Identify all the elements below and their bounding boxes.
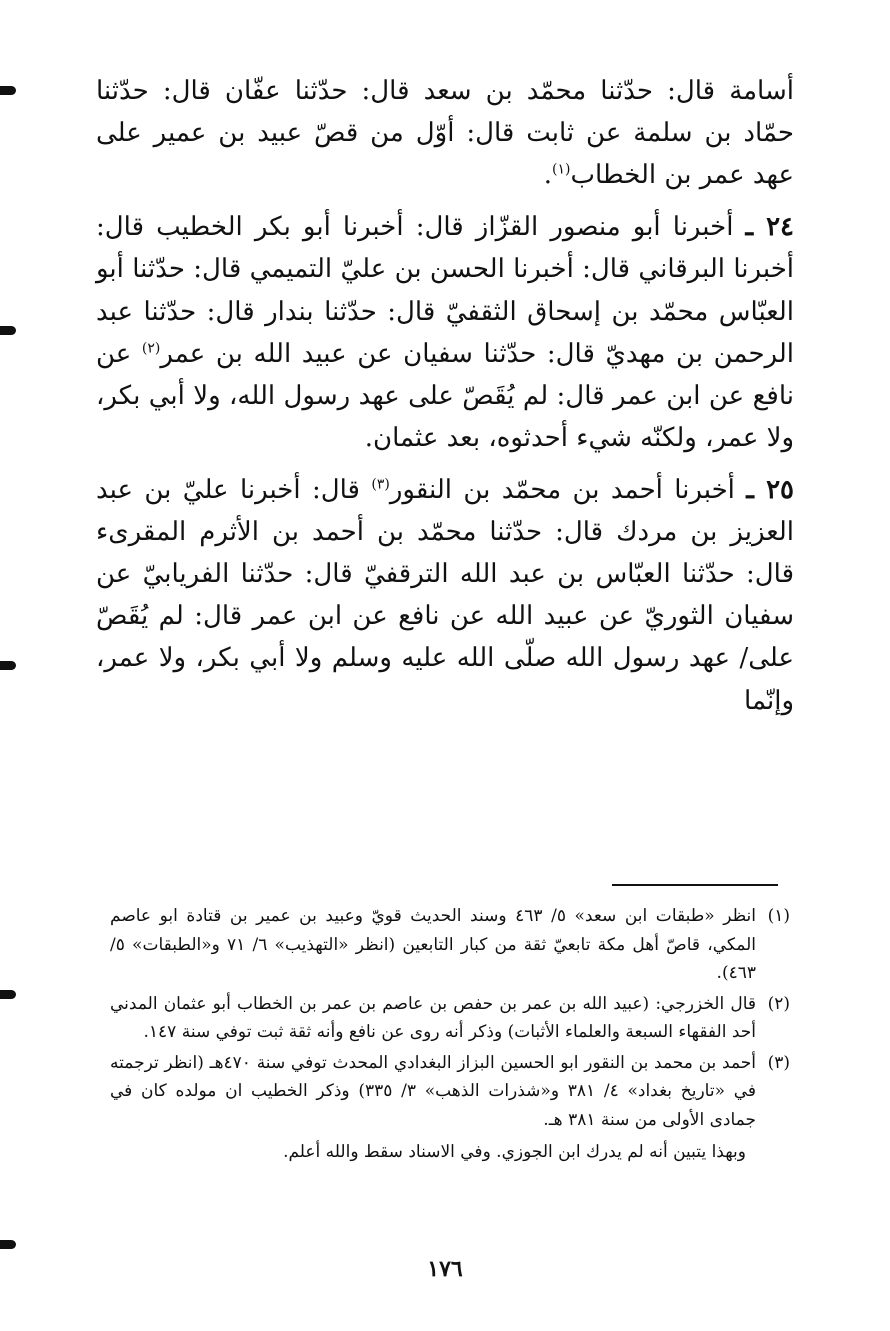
footnote-separator xyxy=(612,884,778,886)
margin-mark xyxy=(0,990,16,999)
hadith-number-25: ٢٥ ـ xyxy=(746,474,794,505)
paragraph-24 xyxy=(96,206,794,459)
paragraph-25-text-b: قال: أخبرنا عليّ بن عبد العزيز بن مردك قال: حدّثنا محمّد بن أحمد بن الأثرم المقرىء قال: حدّثنا العبّاس بن عبد الله الترقفيّ قال: حدّثنا الفريابيّ عن سفيان الثوريّ عن عبيد الله عن نافع عن ابن عمر قال: لم يُقَصّ على/ عهد رسول الله صلّى الله عليه وسلم ولا أبي بكر، ولا عمر، وإنّما xyxy=(96,474,794,716)
footnote-number: (١) xyxy=(767,906,790,926)
main-text xyxy=(96,70,794,722)
footnote-text: قال الخزرجي: (عبيد الله بن عمر بن حفص بن عاصم بن عمر بن الخطاب أبو عثمان المدني أحد الفقهاء السبعة والعلماء الأثبات) وذكر أنه روى عن نافع وأنه ثقة ثبت توفي سنة ١٤٧. xyxy=(110,993,756,1043)
hadith-number-24: ٢٤ ـ xyxy=(745,212,795,243)
paragraph-25 xyxy=(96,469,794,722)
footnotes xyxy=(110,902,790,1167)
page-number: ١٧٦ xyxy=(427,1256,463,1282)
paragraph-1-end: . xyxy=(543,160,553,191)
footnote-number: (٢) xyxy=(767,993,790,1014)
paragraph-24-text-a: أخبرنا أبو منصور القزّاز قال: أخبرنا أبو بكر الخطيب قال: أخبرنا البرقاني قال: أخبرنا الحسن بن عليّ التميمي قال: حدّثنا أبو العبّاس محمّد بن إسحاق الثقفيّ قال: حدّثنا بندار قال: حدّثنا عبد الرحمن بن مهديّ قال: حدّثنا سفيان عن عبيد الله بن عمر xyxy=(96,212,795,369)
footnote-ref-1: (١) xyxy=(552,161,571,178)
paragraph-1 xyxy=(96,70,794,196)
margin-mark xyxy=(0,661,16,670)
paragraph-1-text: أسامة قال: حدّثنا محمّد بن سعد قال: حدّثنا عفّان قال: حدّثنا حمّاد بن سلمة عن ثابت قال: أوّل من قصّ عبيد بن عمير على عهد عمر بن الخطاب xyxy=(96,76,794,191)
footnote-additional-note: وبهذا يتبين أنه لم يدرك ابن الجوزي. وفي الاسناد سقط والله أعلم. xyxy=(283,1142,746,1163)
paragraph-25-text-a: أخبرنا أحمد بن محمّد بن النقور xyxy=(389,474,735,505)
margin-mark xyxy=(0,326,16,335)
footnote-ref-2: (٢) xyxy=(141,340,161,356)
margin-mark xyxy=(0,1240,16,1249)
footnote-text: أحمد بن محمد بن النقور ابو الحسين البزاز البغدادي المحدث توفي سنة ٤٧٠هـ (انظر ترجمته في «تاريخ بغداد» ٤/ ٣٨١ و«شذرات الذهب» ٣/ ٣٣٥) وذكر الخطيب ان مولده كان في جمادى الأولى من سنة ٣٨١ هـ. xyxy=(110,1052,757,1130)
footnote-1 xyxy=(110,902,790,988)
footnote-2 xyxy=(110,990,790,1047)
paragraph-24-text-b: عن نافع عن ابن عمر قال: لم يُقَصّ على عهد رسول الله، ولا أبي بكر، ولا عمر، ولكنّه شيء أحدثوه، بعد عثمان. xyxy=(96,338,795,453)
footnote-number: (٣) xyxy=(767,1052,790,1073)
footnote-ref-3: (٣) xyxy=(371,476,390,493)
footnote-3 xyxy=(110,1049,790,1135)
footnote-text: انظر «طبقات ابن سعد» ٥/ ٤٦٣ وسند الحديث قويّ وعبيد بن عمير بن قتادة ابو عاصم المكي، قاصّ أهل مكة تابعيّ ثقة من كبار التابعين (انظر «التهذيب» ٦/ ٧١ و«الطبقات» ٥/ ٤٦٣). xyxy=(110,906,756,984)
margin-mark xyxy=(0,86,16,95)
